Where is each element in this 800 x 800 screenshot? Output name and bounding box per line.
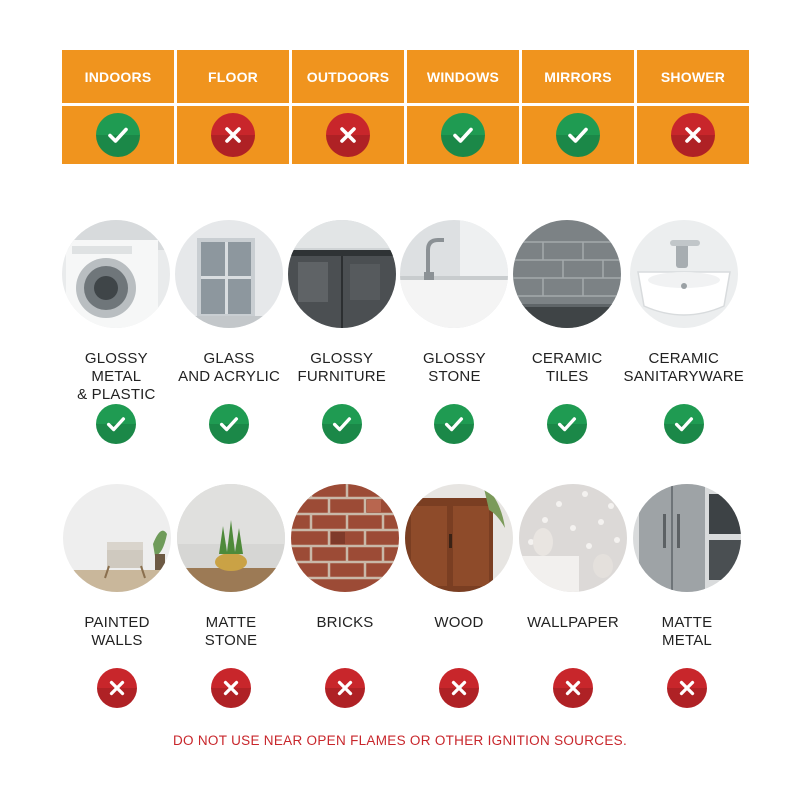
cross-icon (667, 668, 707, 708)
washing-machine-photo (62, 220, 170, 328)
label-line: PAINTED (84, 614, 150, 631)
surface-wood (402, 484, 516, 708)
matte-stone-photo (177, 484, 285, 592)
label-line: FURNITURE (297, 368, 386, 385)
label-line: & PLASTIC (77, 386, 156, 403)
usage-label: WINDOWS (426, 68, 500, 85)
surface-label (624, 350, 744, 390)
surface-label (527, 614, 619, 654)
tile-wall-photo (513, 220, 621, 328)
surface-glass-acrylic (173, 220, 286, 444)
surface-label (205, 614, 257, 654)
surface-label (434, 614, 483, 654)
surface-ceramic-tiles (511, 220, 624, 444)
usage-header-mirrors (522, 50, 634, 103)
cross-icon (97, 668, 137, 708)
brick-wall-photo (291, 484, 399, 592)
usage-verdict-floor (177, 106, 289, 164)
check-icon (547, 404, 587, 444)
surface-label (316, 614, 373, 654)
usage-label: OUTDOORS (306, 68, 390, 85)
sink-photo (630, 220, 738, 328)
label-line: MATTE (661, 614, 713, 631)
fridge-photo (633, 484, 741, 592)
label-line: METAL (662, 632, 712, 649)
usage-label: MIRRORS (544, 68, 612, 85)
cross-icon (211, 113, 255, 157)
usage-label: FLOOR (208, 68, 258, 85)
stone-countertop-photo (400, 220, 508, 328)
check-icon (664, 404, 704, 444)
surface-matte-stone (174, 484, 288, 708)
usage-header-shower (637, 50, 749, 103)
usage-table (62, 50, 749, 161)
label-line: SANITARYWARE (623, 368, 744, 385)
check-icon (556, 113, 600, 157)
check-icon (434, 404, 474, 444)
wood-cabinet-photo (405, 484, 513, 592)
cross-icon (325, 668, 365, 708)
surface-glossy-metal-plastic (60, 220, 173, 444)
suitable-surfaces (60, 220, 744, 444)
label-line: GLOSSY (423, 350, 486, 367)
surface-label (84, 614, 149, 654)
check-icon (209, 404, 249, 444)
check-icon (441, 113, 485, 157)
check-icon (322, 404, 362, 444)
surface-label (532, 350, 603, 390)
usage-header-outdoors (292, 50, 404, 103)
surface-matte-metal (630, 484, 744, 708)
cross-icon (439, 668, 479, 708)
label-line: WALLPAPER (527, 614, 619, 631)
surface-label (178, 350, 280, 390)
surface-label (60, 350, 173, 403)
label-line: WOOD (434, 614, 484, 631)
surface-ceramic-sanitaryware (624, 220, 744, 444)
cross-icon (671, 113, 715, 157)
label-line: GLOSSY (310, 350, 374, 367)
usage-verdict-mirrors (522, 106, 634, 164)
usage-header-floor (177, 50, 289, 103)
usage-header-indoors (62, 50, 174, 103)
surface-painted-walls (60, 484, 174, 708)
usage-label: SHOWER (660, 68, 726, 85)
check-icon (96, 404, 136, 444)
surface-label (423, 350, 486, 390)
window-photo (175, 220, 283, 328)
label-line: MATTE (205, 614, 257, 631)
label-line: GLASS (203, 350, 255, 367)
surface-bricks (288, 484, 402, 708)
cross-icon (326, 113, 370, 157)
cross-icon (211, 668, 251, 708)
label-line: AND ACRYLIC (178, 368, 281, 385)
usage-verdict-windows (407, 106, 519, 164)
label-line: CERAMIC (648, 350, 720, 367)
usage-verdict-shower (637, 106, 749, 164)
surface-wallpaper (516, 484, 630, 708)
check-icon (96, 113, 140, 157)
glossy-cabinet-photo (288, 220, 396, 328)
cross-icon (553, 668, 593, 708)
label-line: WALLS (91, 632, 143, 649)
usage-header-windows (407, 50, 519, 103)
usage-verdict-outdoors (292, 106, 404, 164)
surface-glossy-furniture (285, 220, 398, 444)
unsuitable-surfaces (60, 484, 744, 708)
warning-note: DO NOT USE NEAR OPEN FLAMES OR OTHER IGNITION SOURCES. (172, 733, 627, 748)
surface-label (298, 350, 386, 390)
wallpaper-photo (519, 484, 627, 592)
label-line: STONE (428, 368, 481, 385)
surface-label (662, 614, 713, 654)
usage-verdict-indoors (62, 106, 174, 164)
usage-label: INDOORS (84, 68, 152, 85)
label-line: STONE (204, 632, 258, 649)
label-line: TILES (545, 368, 589, 385)
label-line: CERAMIC (531, 350, 603, 367)
painted-wall-photo (63, 484, 171, 592)
label-line: GLOSSY METAL (84, 350, 148, 385)
label-line: BRICKS (316, 614, 374, 631)
surface-glossy-stone (398, 220, 511, 444)
